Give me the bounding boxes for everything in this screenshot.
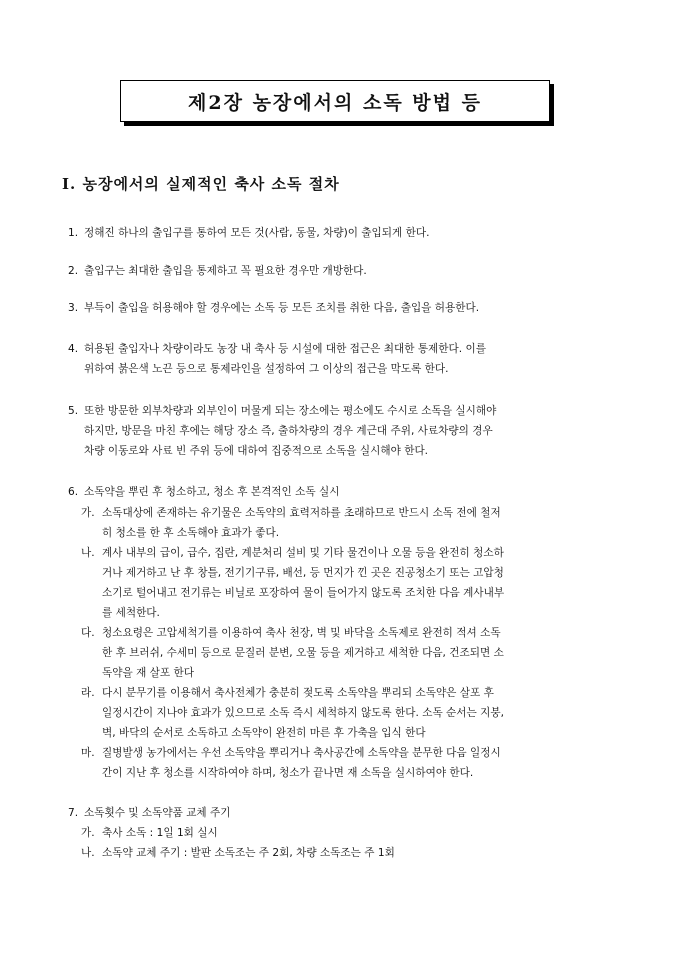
- item-text-line: 하지만, 방문을 마친 후에는 해당 장소 즉, 출하차량의 경우 계근대 주위, 사료차량의 경우: [84, 425, 493, 437]
- sub-item-text-line: 거나 제거하고 난 후 창틀, 전기기구류, 배선, 등 먼지가 낀 곳은 진공청소기 또는 고압청: [102, 567, 504, 579]
- sub-item-number: 나.: [81, 847, 95, 859]
- item-text-line: 차량 이동로와 사료 빈 주위 등에 대하여 집중적으로 소독을 실시해야 한다.: [84, 445, 429, 457]
- item-number: 7.: [68, 807, 79, 819]
- item-number: 4.: [68, 343, 79, 355]
- sub-item-text-line: 다시 분무기를 이용해서 축사전체가 충분히 젖도록 소독약을 뿌리되 소독약은 살포 후: [102, 687, 494, 699]
- item-number: 2.: [68, 265, 79, 277]
- item-text-line: 부득이 출입을 허용해야 할 경우에는 소독 등 모든 조치를 취한 다음, 출입을 허용한다.: [84, 302, 480, 314]
- item-text-line: 소독횟수 및 소독약품 교체 주기: [84, 807, 231, 819]
- sub-item-text-line: 질병발생 농가에서는 우선 소독약을 뿌리거나 축사공간에 소독약을 분무한 다음 일정시: [102, 747, 501, 759]
- chapter-title: 제2장 농장에서의 소독 방법 등: [188, 91, 482, 114]
- item-number: 1.: [68, 227, 79, 239]
- sub-item-text-line: 소기로 털어내고 전기류는 비닐로 포장하여 물이 들어가지 않도록 조치한 다음 계사내부: [102, 587, 505, 599]
- sub-item-text-line: 를 세척한다.: [102, 607, 160, 619]
- item-text-line: 또한 방문한 외부차량과 외부인이 머물게 되는 장소에는 평소에도 수시로 소독을 실시해야: [84, 405, 497, 417]
- sub-item-number: 마.: [81, 747, 95, 759]
- item-text-line: 정해진 하나의 출입구를 통하여 모든 것(사람, 동물, 차량)이 출입되게 한다.: [84, 227, 430, 239]
- sub-item-text-line: 간이 지난 후 청소를 시작하여야 하며, 청소가 끝나면 재 소독을 실시하여야 한다.: [102, 767, 474, 779]
- section-heading: Ⅰ. 농장에서의 실제적인 축사 소독 절차: [62, 175, 340, 193]
- item-number: 6.: [68, 486, 79, 498]
- sub-item-text-line: 계사 내부의 급이, 급수, 집란, 계분처리 설비 및 기타 물건이나 오물 등을 완전히 청소하: [102, 547, 504, 559]
- sub-item-text-line: 벽, 바닥의 순서로 소독하고 소독약이 완전히 마른 후 가축을 입식 한다: [102, 727, 426, 739]
- sub-item-number: 다.: [81, 627, 95, 639]
- item-text-line: 소독약을 뿌린 후 청소하고, 청소 후 본격적인 소독 실시: [84, 486, 340, 498]
- sub-item-text-line: 히 청소를 한 후 소독해야 효과가 좋다.: [102, 527, 280, 539]
- sub-item-number: 라.: [81, 687, 95, 699]
- item-number: 5.: [68, 405, 79, 417]
- sub-item-text-line: 독약을 재 살포 한다: [102, 667, 194, 679]
- item-text-line: 허용된 출입자나 차량이라도 농장 내 축사 등 시설에 대한 접근은 최대한 통제한다. 이를: [84, 343, 486, 355]
- item-number: 3.: [68, 302, 79, 314]
- sub-item-text-line: 청소요령은 고압세척기를 이용하여 축사 천장, 벽 및 바닥을 소독제로 완전히 적셔 소독: [102, 627, 501, 639]
- item-text-line: 출입구는 최대한 출입을 통제하고 꼭 필요한 경우만 개방한다.: [84, 265, 367, 277]
- sub-item-text-line: 소독대상에 존재하는 유기물은 소독약의 효력저하를 초래하므로 반드시 소독 전에 철저: [102, 507, 501, 519]
- chapter-title-box: [120, 80, 550, 122]
- item-text-line: 위하여 붉은색 노끈 등으로 통제라인을 설정하여 그 이상의 접근을 막도록 한다.: [84, 363, 449, 375]
- sub-item-text-line: 축사 소독 : 1일 1회 실시: [102, 827, 218, 839]
- sub-item-number: 나.: [81, 547, 95, 559]
- sub-item-text-line: 일정시간이 지나야 효과가 있으므로 소독 즉시 세척하지 않도록 한다. 소독 순서는 지붕,: [102, 707, 504, 719]
- sub-item-text-line: 소독약 교체 주기 : 발판 소독조는 주 2회, 차량 소독조는 주 1회: [102, 847, 395, 859]
- sub-item-number: 가.: [81, 507, 95, 519]
- sub-item-number: 가.: [81, 827, 95, 839]
- sub-item-text-line: 한 후 브러쉬, 수세미 등으로 문질러 분변, 오물 등을 제거하고 세척한 다음, 건조되면 소: [102, 647, 504, 659]
